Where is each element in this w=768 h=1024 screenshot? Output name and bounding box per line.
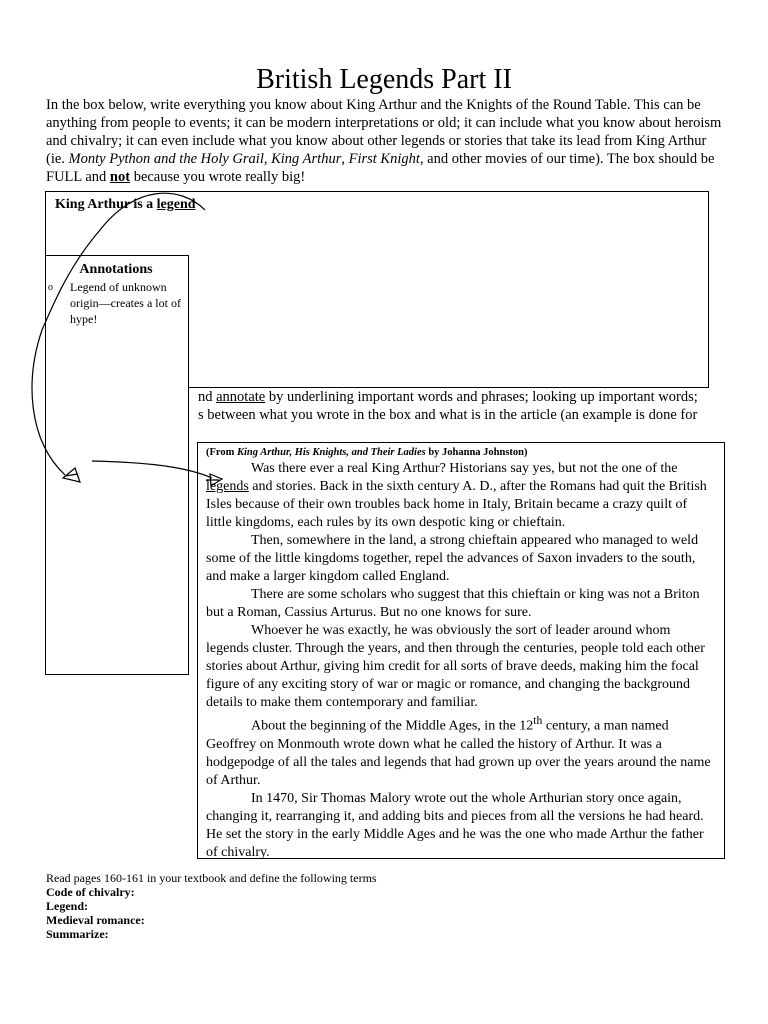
heading-underlined-word: legend	[156, 197, 196, 212]
page-title: British Legends Part II	[256, 64, 512, 95]
source-author: by Johanna Johnston)	[425, 447, 528, 458]
instr-underlined: annotate	[216, 389, 266, 405]
source-text: (From	[206, 447, 238, 458]
article-paragraph: Then, somewhere in the land, a strong chieftain appeared who managed to weld some of the little kingdoms together, repel the advances of Saxon invaders to the south, and make a larger kingdom called England.	[206, 533, 699, 584]
annotation-note: Legend of unknown origin—creates a lot of hype!	[70, 280, 181, 326]
annotation-arrow-curve	[32, 193, 205, 475]
term-legend: Legend:	[46, 899, 88, 913]
para-text: and stories. Back in the sixth century A. D., after the Romans had quit the British Isles because of their own troubles back home in Italy, Britain became a crazy quilt of little kingdoms, each rules by its own despotic king or chieftain.	[206, 479, 707, 530]
instr-text: by underlining important words and phrases; looking up important words;	[265, 389, 698, 405]
instruction-line-2: s between what you wrote in the box and what is in the article (an example is done for	[198, 407, 698, 423]
intro-line: The box should be FULL and	[46, 151, 715, 185]
intro-line: and other movies of our time).	[423, 151, 604, 167]
article-paragraph: In 1470, Sir Thomas Malory wrote out the whole Arthurian story once again, changing it, rearranging it, and adding bits and pieces from all the versions he had heard. He set the story in the early Middle Ages and he was the one who made Arthur the father of chivalry.	[206, 790, 704, 860]
superscript: th	[533, 714, 543, 727]
arrowhead-icon	[206, 474, 222, 486]
para-text: About the beginning of the Middle Ages, in the 12	[251, 718, 534, 734]
movie-title: King Arthur	[271, 151, 342, 167]
intro-line: In the box below, write everything you know about King Arthur and the Knights of the Round Table. This can	[46, 97, 684, 113]
connector-line	[92, 461, 212, 478]
arrowhead-icon	[63, 468, 80, 482]
article-paragraph: Whoever he was exactly, he was obviously the sort of leader around whom legends cluster. Through the years, and then through the centuries, people told each other stories about Arthur, giving him credit for all sorts of brave deeds, making him the focal figure of any exciting story of war or magic or romance, and changing the background details to make them contemporary and familiar.	[206, 623, 705, 710]
term-summarize: Summarize:	[46, 927, 109, 941]
instr-text: nd	[198, 389, 217, 405]
term-medieval-romance: Medieval romance:	[46, 913, 145, 927]
intro-line: because you wrote really big!	[130, 169, 306, 185]
separator: ,	[263, 151, 272, 167]
intro-line: be anything from people to events; it can be modern interpretations or old; it can include what you know about	[46, 97, 701, 131]
underlined-word: legends	[206, 479, 249, 494]
term-code-of-chivalry: Code of chivalry:	[46, 885, 135, 899]
annotation-bullet: o	[48, 282, 53, 293]
heading-text: King Arthur is a	[55, 197, 157, 212]
intro-line: heroism and chivalry; it can even include what you know about other legends or stories that take its lead from	[46, 115, 722, 149]
para-text: Was there ever a real King Arthur? Historians say yes, but not the one of the	[251, 461, 678, 476]
article-paragraph: There are some scholars who suggest that this chieftain or king was not a Briton but a Roman, Cassius Arturus. But no one knows for sure.	[206, 587, 700, 620]
movie-title: Monty Python and the Holy Grail	[68, 151, 264, 167]
definitions-instruction: Read pages 160-161 in your textbook and define the following terms	[46, 871, 377, 885]
intro-line: King Arthur (ie.	[46, 133, 707, 167]
separator: ,	[341, 151, 349, 167]
source-book-title: King Arthur, His Knights, and Their Ladies	[237, 447, 426, 458]
para-text: century, a man named Geoffrey on Monmouth wrote down what he called the history of Arthur. It was a hodgepodge of all the tales and legends that had grown up over the years around the name of Arthur.	[206, 718, 711, 788]
annotations-title: Annotations	[79, 262, 153, 277]
movie-title: First Knight,	[348, 151, 424, 167]
emphasis-not: not	[109, 169, 131, 185]
